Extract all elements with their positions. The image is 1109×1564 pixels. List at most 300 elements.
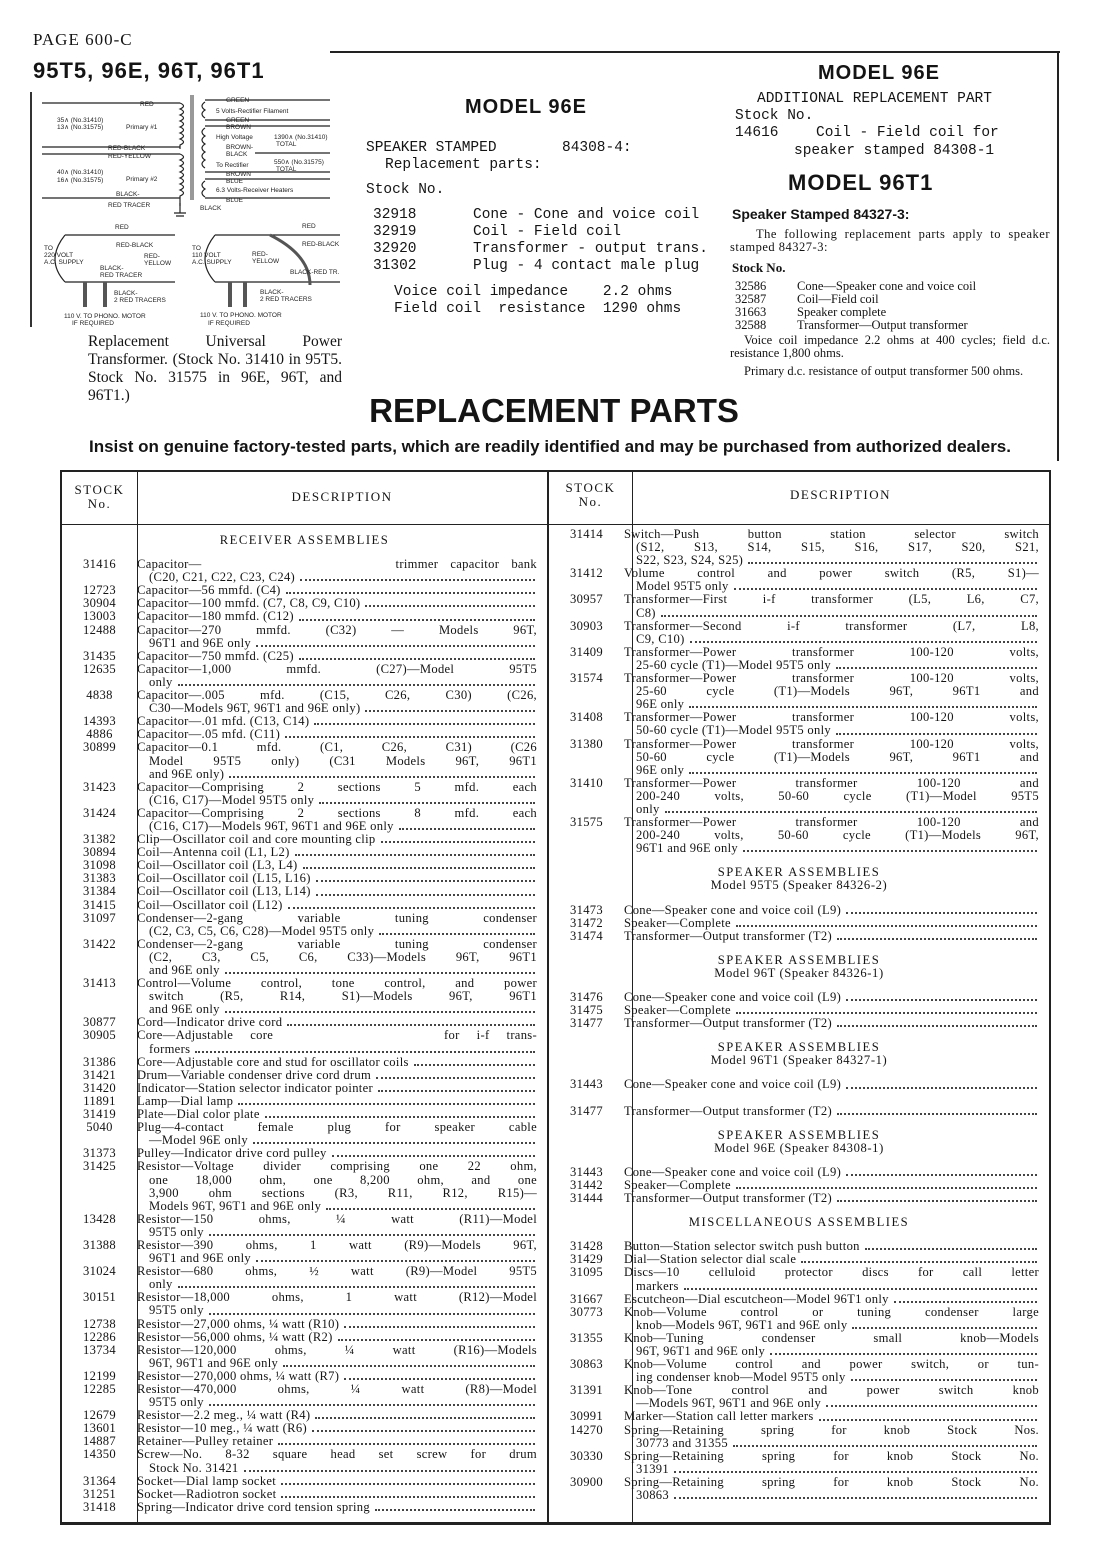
dot-leader [344,1326,535,1328]
diagram-label: 16∧ (No.31575) [57,177,104,184]
stock-number: 32587 [735,292,767,306]
stock-header [62,483,137,511]
model-96e-title: MODEL 96E [465,96,587,118]
description-text: (S12, S13, S14, S15, S16, S17, S20, S21, [636,540,1039,555]
table-row [62,833,547,846]
description-text: Model 95T5 only) (C31 Models 96T, 96T1 [149,753,537,768]
dot-leader [281,1483,535,1485]
diagram-label: RED-BLACK [302,241,340,248]
stock-number: 13734 [83,1342,116,1357]
description-text: Resistor—270,000 ohms, ¼ watt (R7) [137,1368,340,1383]
table-row [62,938,547,977]
speaker-stamped-number: 84308-4: [562,140,632,156]
dot-leader [846,999,1037,1001]
diagram-label: RED [140,101,154,108]
additional-heading: ADDITIONAL REPLACEMENT PART [757,91,992,107]
description-text: Resistor—56,000 ohms, ¼ watt (R2) [137,1329,333,1344]
stock-header-line: No. [578,494,603,509]
stock-number: 31663 [735,305,767,319]
description-text: Coil—Oscillator coil (L15, L16) [137,871,311,886]
stock-number: 14350 [83,1447,116,1462]
table-row [62,558,547,584]
description-text: only [149,1277,173,1292]
description-text: and 96E only [149,1002,220,1017]
dot-leader [286,592,535,594]
dot-leader [256,645,535,647]
stock-number: 31355 [570,1330,603,1345]
dot-leader [326,1208,535,1210]
description-text: Core—Adjustable core and stud for oscillator coils [137,1054,409,1069]
description-text: 96E only [636,697,685,712]
description-text: Transformer—Output transformer (T2) [624,1016,832,1031]
description-text: Switch—Push button station selector switch [624,527,1039,541]
dot-leader [894,1301,1037,1303]
part-description [137,938,547,977]
section-title: SPEAKER ASSEMBLIES [717,952,881,967]
dot-leader [801,1261,1037,1263]
description-text: 50-60 cycle (T1)—Models 96T, 96T1 and [636,749,1039,764]
description-text: Speaker—Complete [624,1003,731,1018]
frame-line [330,51,1060,53]
part-description [624,1192,1049,1205]
part-description [137,781,547,807]
dot-leader [851,1379,1037,1381]
dot-leader [365,605,535,607]
table-row [62,1160,547,1212]
part-description [624,1424,1049,1450]
dot-leader [278,1443,535,1445]
table-row [62,1095,547,1108]
description-text: 25-60 cycle (T1)—Models 96T, 96T1 and [636,684,1039,699]
stock-number: 31097 [83,910,116,925]
description-line [137,1448,537,1461]
description-text: Capacitor—.05 mfd. (C11) [137,727,281,742]
description-text: Model 95T5 only [636,579,729,594]
description-text: Capacitor—100 mmfd. (C7, C8, C9, C10) [137,596,361,611]
diagram-label: TOTAL [276,141,297,148]
part-description [137,1291,547,1317]
diagram-label: 6.3 Volts-Receiver Heaters [216,187,294,194]
dot-leader [736,925,1037,927]
header-divider [62,524,1049,525]
description-text: (C2, C3, C5, C6, C28)—Model 95T5 only [149,923,375,938]
model-96e-notes [394,284,681,318]
description-text: knob—Models 96T, 96T1 and 96E only [636,1317,848,1332]
table-row [549,777,1049,816]
part-description [137,885,547,898]
stock-number: 31098 [83,858,116,873]
diagram-label: A.C. SUPPLY [44,259,84,266]
stock-number: 32920 [373,241,417,257]
table-row [549,1476,1049,1502]
part-description [624,1332,1049,1358]
diagram-label: High Voltage [216,134,253,141]
part-description [624,1476,1049,1502]
diagram-label: Primary #2 [126,176,158,183]
table-row [549,1358,1049,1384]
dot-leader [846,1174,1037,1176]
table-row [549,1078,1049,1091]
description-line [624,620,1039,633]
table-row [549,904,1049,917]
description-text: 50-60 cycle (T1)—Model 95T5 only [636,723,831,738]
part-description [624,672,1049,711]
description-text: Resistor—390 ohms, 1 watt (R9)—Models 96T, [137,1237,537,1252]
stock-number: 31373 [83,1146,116,1161]
diagram-label: 110 VOLT [192,252,221,259]
description-text: Drum—Variable condenser drive cord drum [137,1067,372,1082]
dot-leader [299,658,535,660]
description-text: (C2, C3, C5, C6, C33)—Models 96T, 96T1 [149,949,537,964]
table-row [549,1017,1049,1030]
stock-number: 12635 [83,661,116,676]
description-text: Capacitor—.005 mfd. (C15, C26, C30) (C26, [137,688,537,703]
table-row [549,672,1049,711]
stock-number: 31382 [83,832,116,847]
table-row [62,1422,547,1435]
speaker-stamped-label: SPEAKER STAMPED [366,140,497,156]
diagram-label: RED [115,224,129,231]
description-text: Condenser—2-gang variable tuning condenser [137,910,537,925]
stock-number: 31420 [83,1080,116,1095]
description-text: Knob—Volume control and power switch, or tun- [624,1357,1039,1372]
description-text: 200-240 volts, 50-60 cycle (T1)—Models 96T, [636,828,1039,843]
table-row [549,1450,1049,1476]
stock-number: 30151 [83,1290,116,1305]
stock-number: 31380 [570,736,603,751]
diagram-label: YELLOW [252,258,280,265]
dot-leader [736,1187,1037,1189]
dot-leader [378,1090,535,1092]
part-description: Cone - Cone and voice coil [473,207,700,223]
description-text: Speaker—Complete [624,1177,731,1192]
description-line [624,593,1039,606]
description-text: Plug—4-contact female plug for speaker cable [137,1120,537,1135]
dot-leader [315,1417,535,1419]
stock-number: 30330 [570,1448,603,1463]
diagram-label: TO [192,245,201,252]
diagram-label: BLACK [200,205,222,212]
diagram-label: IF REQUIRED [72,320,114,327]
description-text: Stock No. 31421 [149,1460,239,1475]
diagram-label: 2 RED TRACERS [260,296,312,303]
description-text: Capacitor—Comprising 2 sections 5 mfd. each [137,779,537,794]
description-text: Resistor—150 ohms, ¼ watt (R11)—Model [137,1211,537,1226]
part-description [624,711,1049,737]
diagram-label: RED-BLACK [116,242,154,249]
stock-number: 31575 [570,815,603,830]
description-line [137,912,537,925]
stock-number: 30900 [570,1474,603,1489]
part-description: Cone—Speaker cone and voice coil [797,279,977,293]
stock-number: 4838 [86,688,113,703]
part-description [624,620,1049,646]
dot-leader [852,1327,1037,1329]
description-text: Speaker—Complete [624,915,731,930]
section-header [549,954,1049,980]
dot-leader [674,1471,1037,1473]
description-text: Capacitor—1,000 mmfd. (C27)—Model 95T5 [137,661,537,676]
description-text: Transformer—First i-f transformer (L5, L6, C7, [624,592,1039,607]
description-text: Volume control and power switch (R5, S1)— [624,566,1039,581]
stock-header-line: STOCK [565,480,616,495]
stock-number: 31408 [570,710,603,725]
stock-number: 31429 [570,1252,603,1267]
description-line [137,1304,537,1317]
stock-number: 31409 [570,644,603,659]
dot-leader [665,811,1037,813]
description-text: Coil—Oscillator coil (L3, L4) [137,858,298,873]
diagram-label: GREEN [226,117,250,124]
table-row [549,593,1049,619]
stock-number: 13428 [83,1211,116,1226]
part-description [137,689,547,715]
table-row [549,917,1049,930]
table-row [62,781,547,807]
additional-stock-label: Stock No. [735,108,814,124]
part-description [137,624,547,650]
part-description [624,567,1049,593]
stock-number: 30899 [83,740,116,755]
table-row [62,1318,547,1331]
description-text: Capacitor—750 mmfd. (C25) [137,648,294,663]
description-text: C30—Models 96T, 96T1 and 96E only) [149,701,361,716]
stock-number: 31442 [570,1177,603,1192]
part-description [624,1166,1049,1179]
section-title: SPEAKER ASSEMBLIES [717,1127,881,1142]
stock-number: 31421 [83,1067,116,1082]
stock-number: 12199 [83,1368,116,1383]
model-96t1-parts [735,280,976,332]
stock-number: 31418 [83,1499,116,1514]
table-row [62,1069,547,1082]
description-text: Capacitor—56 mmfd. (C4) [137,583,281,598]
description-line [137,1462,537,1475]
diagram-label: Primary #1 [126,124,158,131]
dot-leader [376,1077,535,1079]
stock-number: 31425 [83,1159,116,1174]
stock-number: 31472 [570,915,603,930]
description-line [137,1265,537,1278]
stock-number: 32919 [373,224,417,240]
description-text: 96T, 96T1 and 96E only [636,1343,766,1358]
stock-number: 31476 [570,990,603,1004]
description-line [624,790,1039,803]
part-description [137,1029,547,1055]
description-text: 200-240 volts, 50-60 cycle (T1)—Model 95T5 [636,788,1039,803]
stock-number: 4886 [86,727,113,742]
table-row [549,711,1049,737]
dot-leader [399,828,535,830]
dot-leader [178,684,535,686]
description-text: Marker—Station call letter markers [624,1409,814,1424]
table-row [549,1166,1049,1179]
description-text: Condenser—2-gang variable tuning condenser [137,936,537,951]
table-row [62,741,547,780]
stock-number: 31474 [570,928,603,943]
description-text: 95T5 only [149,1303,204,1318]
stock-number: 12285 [83,1382,116,1396]
dot-leader [238,1103,535,1105]
description-text: 30773 and 31355 [636,1435,728,1450]
description-text: Dial—Station selector dial scale [624,1252,797,1267]
table-row [549,1332,1049,1358]
description-line [137,781,537,794]
part-description [624,528,1049,567]
table-row [62,977,547,1016]
dot-leader [209,1313,535,1315]
stock-number: 31386 [83,1054,116,1069]
dot-leader [281,1496,535,1498]
stock-number: 30905 [83,1028,116,1043]
table-row [549,1306,1049,1332]
stock-number: 31415 [83,897,116,912]
diagram-label: TO [44,245,53,252]
description-text: 96E only [636,762,685,777]
dot-leader [303,867,536,869]
dot-leader [253,1142,535,1144]
description-text: Capacitor—270 mmfd. (C32) — Models 96T, [137,622,537,637]
stock-number: 31444 [570,1191,603,1206]
part-row [373,241,708,258]
table-row [62,1056,547,1069]
section-header [549,1041,1049,1067]
dot-leader [734,588,1037,590]
part-description [137,977,547,1016]
stock-number: 31302 [373,258,417,274]
stock-number: 31423 [83,779,116,794]
stock-number: 31416 [83,557,116,572]
table-row [549,646,1049,672]
stock-number: 12723 [83,583,116,598]
section-header [62,534,547,547]
stock-number: 30894 [83,845,116,860]
dot-leader [195,1051,535,1053]
stock-number: 31443 [570,1077,603,1092]
stock-number: 31251 [83,1486,116,1501]
dot-leader [209,1234,535,1236]
stock-number: 31383 [83,871,116,886]
description-text: Coil—Oscillator coil (L12) [137,897,283,912]
dot-leader [846,912,1037,914]
diagram-label: 1390∧ (No.31410) [274,134,328,141]
diagram-label: TOTAL [276,166,297,173]
section-subtitle: Model 95T5 (Speaker 84326-2) [710,878,888,893]
description-line [137,1187,537,1200]
description-line [137,1475,537,1488]
description-text: Cone—Speaker cone and voice coil (L9) [624,1164,842,1179]
part-description [624,1078,1049,1091]
table-row [549,816,1049,855]
part-description [624,1266,1049,1292]
part-description [137,1160,547,1212]
stock-number: 32586 [735,279,767,293]
stock-number: 31477 [570,1016,603,1031]
dot-leader [316,894,535,896]
part-description: Transformer—Output transformer [797,318,968,332]
diagram-label: BLUE [226,178,243,185]
part-description: Coil - Field coil [473,224,621,240]
dot-leader [684,1288,1037,1290]
additional-stock-number: 14616 [735,125,779,141]
description-text: 30863 [636,1488,669,1502]
parts-table [60,470,1051,1525]
description-text: Resistor—2.2 meg., ¼ watt (R4) [137,1408,311,1423]
table-row [62,1291,547,1317]
description-text: C8) [636,605,656,620]
stock-number: 31475 [570,1003,603,1018]
description-text: Spring—Retaining spring for knob Stock No. [624,1474,1039,1489]
diagram-label: BLACK [226,151,248,158]
description-text: Transformer—Power transformer 100-120 volts, [624,671,1039,686]
stock-number: 31435 [83,648,116,663]
dot-leader [332,1155,535,1157]
diagram-label: A.C. SUPPLY [192,259,232,266]
dot-leader [225,1011,535,1013]
part-description [624,1358,1049,1384]
dot-leader [836,733,1037,735]
description-text: 96T, 96T1 and 96E only [149,1355,279,1370]
part-description [137,1318,547,1331]
dot-leader [319,802,535,804]
description-line [624,1280,1039,1293]
description-line [624,930,1039,943]
dot-leader [689,706,1037,708]
section-title: SPEAKER ASSEMBLIES [717,865,881,880]
parts-column-left [62,532,547,1525]
description-text: Transformer—Power transformer 100-120 volts, [624,644,1039,659]
part-description: Transformer - output trans. [473,241,708,257]
stock-number: 31428 [570,1239,603,1254]
description-line [137,1344,537,1357]
table-row [62,1239,547,1265]
stock-number: 5040 [86,1120,113,1135]
description-line [624,917,1039,930]
transformer-wiring-diagram [30,90,360,330]
description-line [624,842,1039,855]
description-text: formers [149,1041,191,1056]
description-text: 95T5 only [149,1224,204,1239]
description-text: 3,900 ohm sections (R3, R11, R12, R15)— [149,1185,537,1200]
voice-coil-note: Voice coil impedance 2.2 ohms [394,284,673,300]
description-text: ing condenser knob—Model 95T5 only [636,1370,846,1385]
stock-number: 32918 [373,207,417,223]
model-96t1-speaker: Speaker Stamped 84327-3: [732,206,910,222]
part-description [137,1344,547,1370]
table-row [62,1501,547,1514]
description-line [137,1318,537,1331]
part-description [137,1501,547,1514]
additional-part-desc-2: speaker stamped 84308-1 [794,143,995,159]
part-row [373,207,708,224]
part-description [137,1488,547,1501]
stock-header-line: No. [87,496,112,511]
table-row [62,912,547,938]
stock-number: 31024 [83,1264,116,1279]
diagram-label: BROWN [226,124,251,131]
part-description [624,1306,1049,1332]
part-description [624,930,1049,943]
description-text: Models 96T, 96T1 and 96E only [149,1198,322,1213]
diagram-label: 13∧ (No.31575) [57,124,104,131]
dot-leader [379,933,535,935]
description-text: Lamp—Dial lamp [137,1093,234,1108]
dot-leader [837,938,1037,940]
model-96e-parts [373,207,708,275]
stock-number: 30863 [570,1357,603,1372]
stock-number: 31667 [570,1291,603,1306]
table-row [62,689,547,715]
